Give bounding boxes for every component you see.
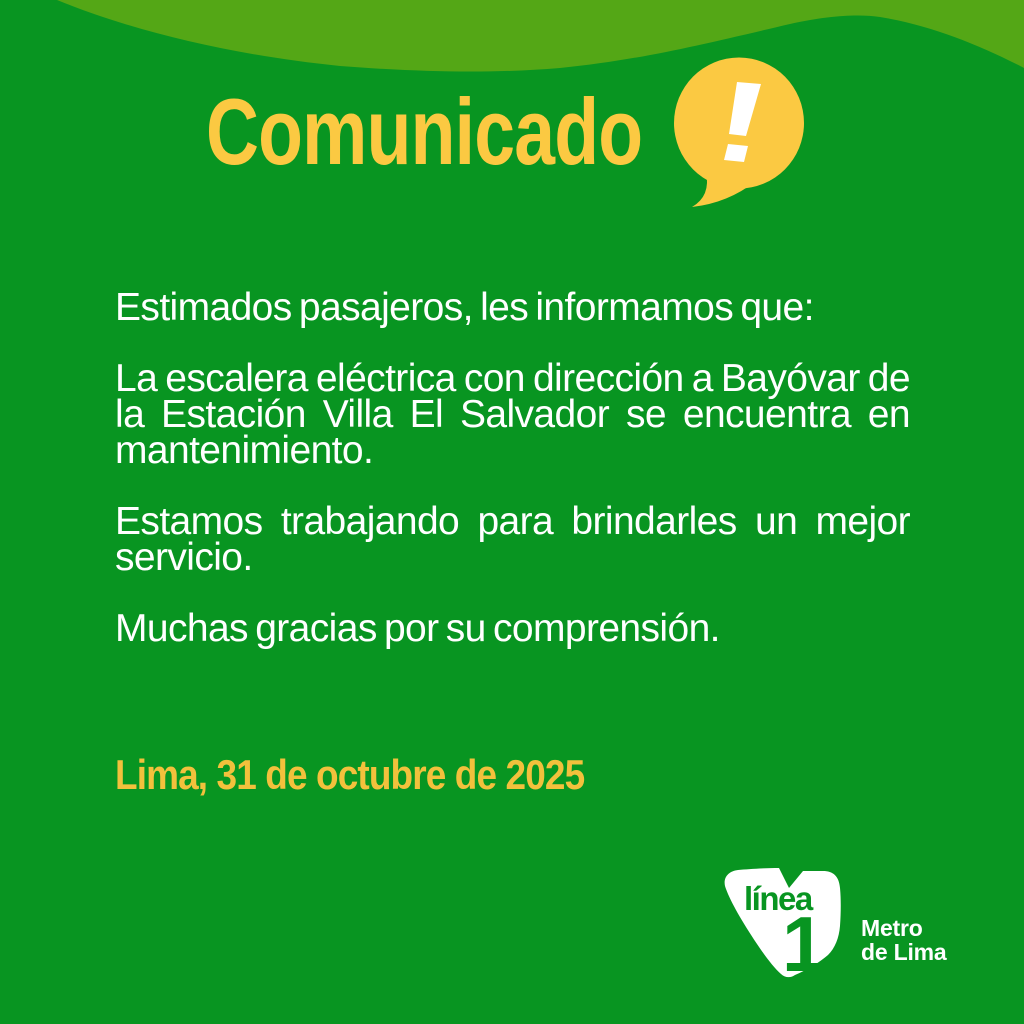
body-line: mantenimiento. xyxy=(115,429,374,472)
logo-brand-name xyxy=(861,916,947,964)
body-line: Muchas gracias por su comprensión. xyxy=(115,607,720,650)
exclamation-dot xyxy=(724,144,748,162)
body-line: La escalera eléctrica con dirección a Bayóvar de xyxy=(115,357,910,400)
logo-line-number: 1 xyxy=(782,900,826,985)
brand-line-metro: Metro xyxy=(861,915,923,941)
brand-line-delima: de Lima xyxy=(861,939,947,965)
page-title: Comunicado xyxy=(206,79,643,184)
linea1-logo-mark xyxy=(715,860,850,985)
date-line: Lima, 31 de octubre de 2025 xyxy=(115,751,585,798)
top-wave-decoration xyxy=(0,0,1024,90)
announcement-body xyxy=(115,286,910,650)
exclamation-bubble-icon xyxy=(655,40,835,220)
body-line: la Estación Villa El Salvador se encuentra en xyxy=(115,393,910,436)
body-line: Estimados pasajeros, les informamos que: xyxy=(115,286,814,329)
body-line: Estamos trabajando para brindarles un mejor xyxy=(115,500,910,543)
body-line: servicio. xyxy=(115,536,253,579)
paragraph-thanks xyxy=(115,607,910,650)
paragraph-maintenance-notice xyxy=(115,357,910,472)
paragraph-greeting xyxy=(115,286,910,329)
logo-linea-text: línea xyxy=(744,880,812,917)
paragraph-working xyxy=(115,500,910,579)
